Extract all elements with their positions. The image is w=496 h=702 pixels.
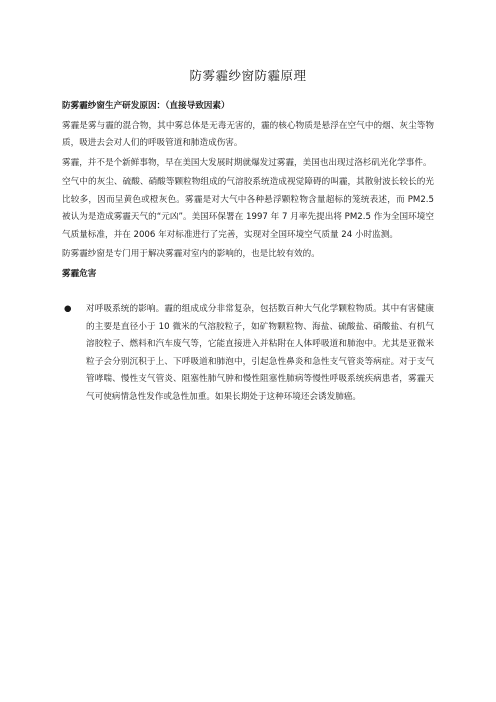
paragraph-4: 防雾霾纱窗是专门用于解决雾霾对室内的影响的，也是比较有效的。 <box>62 249 320 259</box>
document-title: 防雾霾纱窗防霾原理 <box>189 68 307 83</box>
bullet-text: 对呼吸系统的影响。霾的组成成分非常复杂，包括数百种大气化学颗粒物质。其中有害健康的主要是直径小于 10 微米的气溶胶粒子，如矿物颗粒物、海盐、硫酸盐、硝酸盐、有机气溶胶粒子、燃料和汽车废气等，它能直接进入并粘附在人体呼吸道和肺泡中。尤其是亚微米粒子会分别沉积于上、下呼吸道和肺泡中，引起急性鼻炎和急性支气管炎等病症。对于支气管哮喘、慢性支气管炎、阻塞性肺气肿和慢性阻塞性肺病等慢性呼吸系统疾病患者，雾霾天气可使病情急性发作或急性加重。如果长期处于这种环境还会诱发肺癌。 <box>86 304 434 402</box>
paragraph-1: 雾霾是雾与霾的混合物，其中雾总体是无毒无害的，霾的核心物质是悬浮在空气中的烟、灰尘等物质，吸进去会对人们的呼吸管道和肺造成伤害。 <box>62 120 434 148</box>
paragraph-2: 雾霾，并不是个新鲜事物，早在美国大发展时期就爆发过雾霾，美国也出现过洛杉矶光化学事件。 <box>62 157 432 168</box>
subheading-cause: 防雾霾纱窗生产研发原因：（直接导致因素） <box>62 101 230 111</box>
paragraph-3: 空气中的灰尘、硫酸、硝酸等颗粒物组成的气溶胶系统造成视觉障碍的叫霾，其散射波长较长的光比较多，因而呈黄色或橙灰色。雾霾是对大气中各种悬浮颗粒物含量超标的笼统表述，而 PM2.5 被认为是造成雾霾天气的“元凶”。美国环保署在 1997 年 7 月率先提出将 PM2.5 作为全国环境空气质量标准，并在 2006 年对标准进行了完善，实现对全国环境空气质量 24 小时监测。 <box>62 177 434 240</box>
section-heading-hazards: 雾霾危害 <box>62 268 97 279</box>
bullet-item-respiratory <box>62 301 434 406</box>
bullet-dot-icon: ● <box>64 304 72 314</box>
